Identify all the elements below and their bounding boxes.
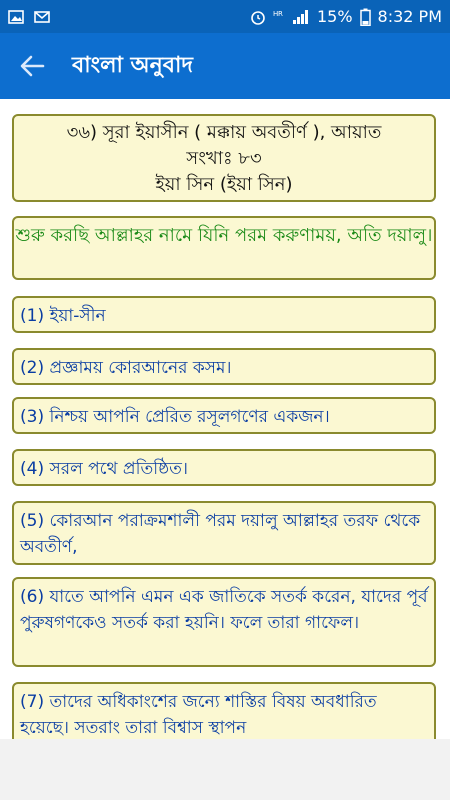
clock-time: 8:32 PM	[377, 7, 442, 26]
battery-percent: 15%	[316, 7, 353, 26]
verse-item-5[interactable]: (5) কোরআন পরাক্রমশালী পরম দয়ালু আল্লাহর তরফ থেকে অবতীর্ণ,	[12, 501, 436, 565]
verse-item-4[interactable]: (4) সরল পথে প্রতিষ্ঠিত।	[12, 449, 436, 486]
status-notifications	[8, 10, 50, 24]
arrow-left-icon	[19, 55, 45, 77]
bismillah-card: শুরু করছি আল্লাহর নামে যিনি পরম করুণাময়, অতি দয়ালু।	[12, 216, 436, 280]
hd-icon	[273, 9, 285, 25]
surah-header-line1: ৩৬) সূরা ইয়াসীন ( মক্কায় অবতীর্ণ ), আয়াত	[66, 122, 382, 143]
image-icon	[8, 10, 24, 24]
verse-item-7[interactable]: (7) তাদের অধিকাংশের জন্যে শাস্তির বিষয় অবধারিত হয়েছে। সতরাং তারা বিশ্বাস স্থাপন	[12, 682, 436, 739]
surah-header-line3: ইয়া সিন (ইয়া সিন)	[155, 174, 293, 195]
page-title: বাংলা অনুবাদ	[72, 52, 193, 78]
battery-icon	[360, 8, 371, 26]
surah-header-line2: সংখাঃ ৮৩	[186, 148, 262, 169]
verse-item-1[interactable]: (1) ইয়া-সীন	[12, 296, 436, 333]
navigation-bar-area	[0, 739, 450, 800]
signal-icon	[292, 9, 310, 25]
verse-item-2[interactable]: (2) প্রজ্ঞাময় কোরআনের কসম।	[12, 348, 436, 385]
verse-item-6[interactable]: (6) যাতে আপনি এমন এক জাতিকে সতর্ক করেন, যাদের পূর্ব পুরুষগণকেও সতর্ক করা হয়নি। ফলে তারা গাফেল।	[12, 577, 436, 667]
email-icon	[34, 11, 50, 23]
svg-text:H: H	[272, 9, 279, 18]
status-bar	[0, 0, 450, 33]
verse-list[interactable]	[0, 99, 450, 739]
verse-item-3[interactable]: (3) নিশ্চয় আপনি প্রেরিত রসূলগণের একজন।	[12, 397, 436, 434]
svg-text:R: R	[277, 9, 283, 18]
app-bar	[0, 33, 450, 99]
back-button[interactable]	[0, 33, 64, 99]
alarm-icon	[250, 9, 266, 25]
status-system	[250, 7, 442, 26]
surah-header-card	[12, 114, 436, 202]
